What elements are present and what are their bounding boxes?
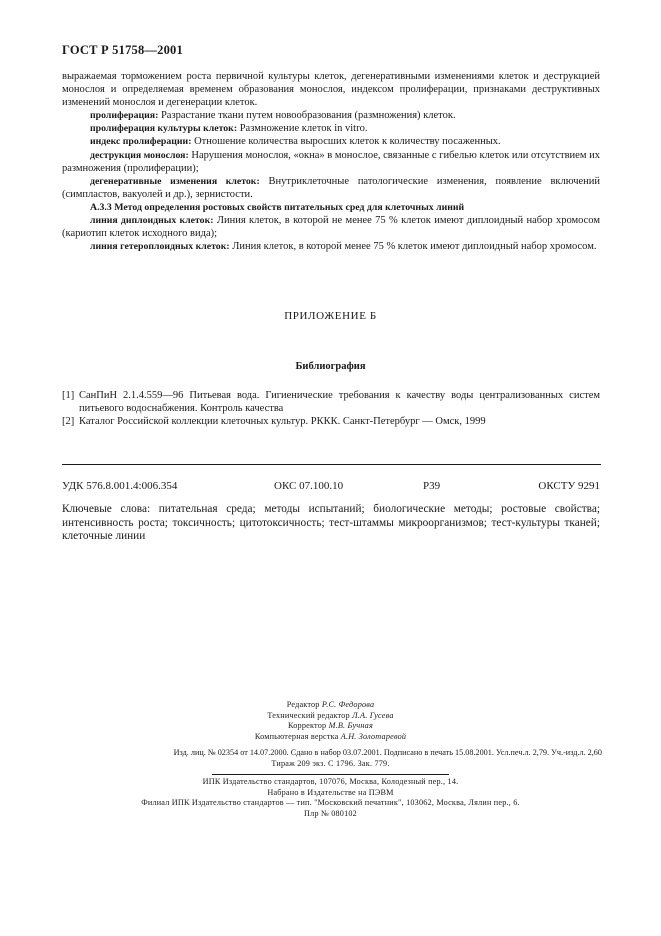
- publisher-block: [0, 777, 661, 819]
- udk-code: УДК 576.8.001.4:006.354: [62, 480, 178, 492]
- definition-text: Нарушения монослоя, «окна» в монослое, связанные с гибелью клеток или отсутствием их размножения (пролиферации);: [62, 149, 600, 174]
- definition-term: линия гетероплоидных клеток:: [90, 241, 230, 253]
- imprint-layout: Компьютерная верстка А.Н. Золотаревой: [254, 731, 407, 741]
- definition-text: Размножение клеток in vitro.: [239, 123, 368, 135]
- definition-item: [62, 122, 600, 135]
- definition-term: деструкция монослоя:: [90, 149, 189, 161]
- print-info-line-2: Тираж 209 экз. С 1796. Зак. 779.: [271, 759, 390, 768]
- imprint-tech-editor: Технический редактор Л.А. Гусева: [267, 710, 394, 720]
- keywords: Ключевые слова: питательная среда; методы испытаний; биологические методы; ростовые свойства; интенсивность роста; токсичность; цитотоксичность; тест-штаммы микроорганизмов; тест-культуры тканей; клеточные линии: [62, 503, 600, 542]
- definition-text: Линия клеток, в которой не менее 75 % клеток имеют диплоидный набор хромосом (кариотип клеток исходного вида);: [62, 215, 600, 240]
- ref-text: Каталог Российской коллекции клеточных культур. РККК. Санкт-Петербург — Омск, 1999: [79, 416, 486, 427]
- definition-term: линия диплоидных клеток:: [90, 215, 214, 227]
- definition-item: [62, 214, 600, 240]
- divider: [212, 774, 449, 775]
- publisher-line: Плр № 080102: [304, 808, 357, 818]
- divider: [62, 464, 601, 465]
- imprint-editor: Редактор Р.С. Федорова: [286, 700, 375, 709]
- definition-item: [62, 109, 600, 122]
- ref-text: СанПиН 2.1.4.559—96 Питьевая вода. Гигиенические требования к качеству воды централизованных систем питьевого водоснабжения. Контроль качества: [79, 390, 600, 414]
- definition-item: [62, 240, 600, 253]
- definition-intro: выражаемая торможением роста первичной культуры клеток, дегенеративными изменениями клеток и деструкцией монослоя и определяемая временем образования монослоя, индексом пролиферации, признаками деструктивных изменений монослоя и дегенерации клеток.: [62, 71, 600, 109]
- definition-text: Внутриклеточные патологические изменения, появление включений (симпластов, вакуолей и др.), зернистости.: [62, 175, 600, 200]
- definition-term: пролиферация культуры клеток:: [90, 123, 238, 135]
- publisher-line: Набрано в Издательстве на ПЭВМ: [267, 787, 394, 797]
- okstu-code: ОКСТУ 9291: [538, 480, 600, 492]
- definition-term: дегенеративные изменения клеток:: [90, 175, 260, 187]
- definition-term: пролиферация:: [90, 110, 159, 122]
- group-code: Р39: [423, 480, 441, 492]
- definition-item: [62, 175, 600, 201]
- definition-text: Разрастание ткани путем новообразования (размножения) клеток.: [160, 110, 456, 122]
- definition-item: [62, 135, 600, 148]
- definition-item: [62, 149, 600, 175]
- ref-number: [2]: [62, 416, 75, 427]
- bibliography-ref: [62, 415, 600, 428]
- print-info-line-1: Изд. лиц. № 02354 от 14.07.2000. Сдано в набор 03.07.2001. Подписано в печать 15.08.2001. Усл.печ.л. 2,79. Уч.-изд.л. 2,60: [173, 748, 602, 757]
- definition-term: индекс пролиферации:: [90, 136, 192, 148]
- subsection-heading: А.3.3 Метод определения ростовых свойств питательных сред для клеточных линий: [90, 201, 465, 213]
- definition-text: Линия клеток, в которой менее 75 % клеток имеют диплоидный набор хромосом.: [232, 241, 597, 253]
- appendix-title: ПРИЛОЖЕНИЕ Б: [284, 310, 377, 322]
- page-header-standard: ГОСТ Р 51758—2001: [62, 43, 183, 57]
- definitions-block: [62, 70, 600, 253]
- publisher-line: ИПК Издательство стандартов, 107076, Москва, Колодезный пер., 14.: [202, 777, 459, 786]
- oks-code: ОКС 07.100.10: [274, 480, 344, 492]
- definition-text: Отношение количества выросших клеток к количеству посаженных.: [194, 136, 501, 148]
- imprint-credits: [0, 700, 661, 742]
- ref-number: [1]: [62, 390, 75, 401]
- imprint-corrector: Корректор М.В. Бучная: [288, 721, 373, 731]
- publisher-line: Филиал ИПК Издательство стандартов — тип. "Московский печатник", 103062, Москва, Лялин пер., 6.: [141, 798, 520, 808]
- bibliography-title: Библиография: [295, 361, 366, 372]
- bibliography-ref: [62, 389, 600, 415]
